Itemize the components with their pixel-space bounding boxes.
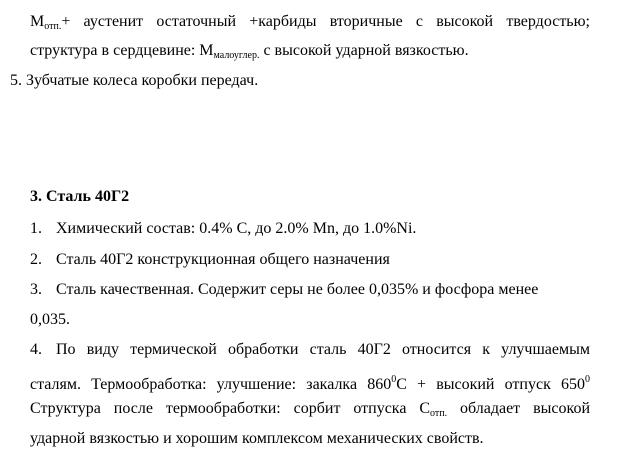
structure-surface-text: + аустенит остаточный +карбиды вторичные с высокой твердостью;: [61, 13, 590, 30]
structure-core-line: [30, 41, 469, 66]
list-item-4-line-2: [30, 370, 590, 395]
structure-core-start: структура в сердцевине: М: [30, 42, 214, 59]
list-item-4-text-2-start: сталям. Термообработка: улучшение: закалка 860: [30, 376, 392, 393]
list-item-2-number: 2.: [30, 251, 42, 268]
list-item-3-number: 3.: [30, 281, 42, 298]
martensite-symbol: М: [30, 13, 45, 30]
list-item-5-text: Зубчатые колеса коробки передач.: [26, 72, 259, 89]
list-item-5: [10, 71, 258, 91]
list-item-3-text: Сталь качественная. Содержит серы не более 0,035% и фосфора менее: [56, 281, 539, 298]
section-heading: 3. Сталь 40Г2: [30, 188, 130, 205]
list-item-4-line-4: ударной вязкостью и хорошим комплексом механических свойств.: [30, 430, 484, 447]
list-item-4-text-2-mid: С + высокий отпуск 650: [396, 376, 585, 393]
list-item-4-line-3: [30, 399, 590, 424]
list-item-3-continuation: 0,035.: [30, 311, 70, 328]
structure-surface-line: [30, 12, 590, 37]
degree-superscript-2: 0: [585, 374, 590, 385]
list-item-4-line-1: [30, 340, 590, 360]
list-item-1-text: Химический состав: 0.4% С, до 2.0% Mn, до 1.0%Ni.: [56, 220, 417, 237]
list-item-4-text-1: По виду термической обработки сталь 40Г2 относится к улучшаемым: [56, 341, 590, 358]
list-item-2-text: Сталь 40Г2 конструкционная общего назначения: [56, 251, 390, 268]
list-item-4-number: 4.: [30, 341, 42, 358]
list-item-5-number: 5.: [10, 72, 22, 89]
list-item-3: [30, 280, 538, 300]
martensite-lowcarbon-subscript: малоуглер.: [213, 50, 260, 61]
list-item-4-text-3-start: Структура после термообработки: сорбит отпуска С: [30, 400, 431, 417]
list-item-1-number: 1.: [30, 220, 42, 237]
structure-core-text: с высокой ударной вязкостью.: [259, 42, 469, 59]
list-item-2: [30, 250, 390, 270]
list-item-1: [30, 219, 416, 239]
martensite-subscript: отп.: [44, 21, 62, 32]
list-item-4-text-3-rest: обладает высокой: [447, 400, 591, 417]
sorbite-subscript: отп.: [430, 408, 448, 419]
degree-superscript-1: 0: [391, 374, 397, 385]
